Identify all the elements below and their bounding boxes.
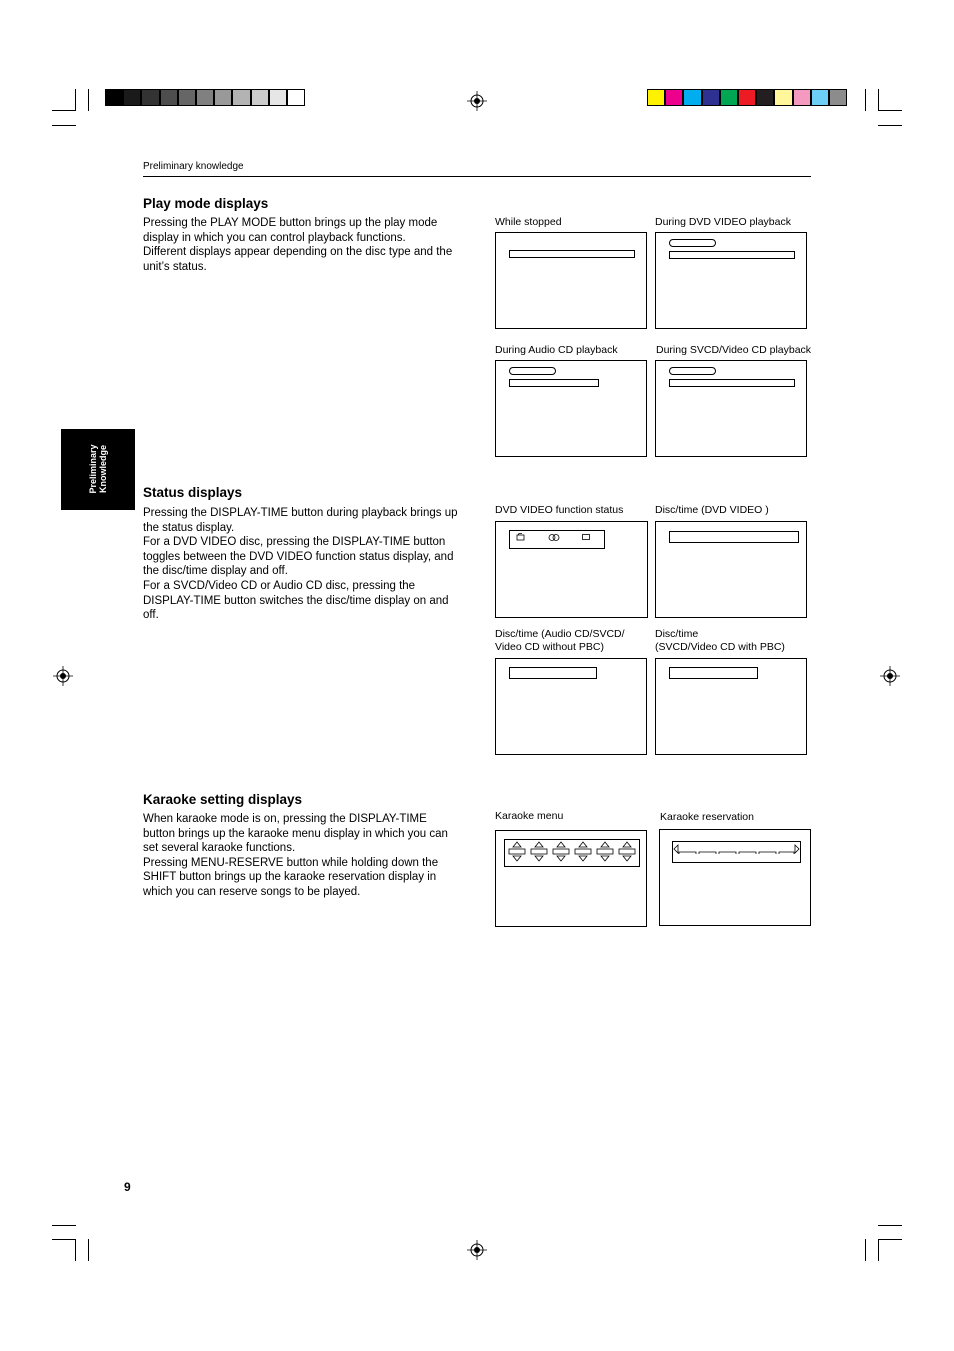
color-swatch [774, 89, 792, 106]
crop-mark [865, 1239, 866, 1261]
paragraph: For a SVCD/Video CD or Audio CD disc, pressing the DISPLAY-TIME button switches the disc/time display on and off. [143, 579, 449, 622]
screen-karaoke-reservation [659, 829, 811, 926]
karaoke-menu-bar [504, 839, 640, 867]
color-swatch [738, 89, 756, 106]
crop-mark [878, 125, 902, 126]
up-down-arrows-icon [597, 842, 613, 861]
color-swatch [702, 89, 720, 106]
status-body [143, 506, 461, 623]
color-swatch [829, 89, 847, 106]
screen-audio-cd-playback [495, 360, 647, 457]
caption-audio-cd-playback: During Audio CD playback [495, 344, 618, 356]
play-mode-body [143, 216, 461, 274]
display-tab [669, 239, 716, 247]
up-down-arrows-icon [619, 842, 635, 861]
screen-karaoke-menu [495, 830, 647, 927]
camera-angle-icon [516, 533, 526, 541]
crop-mark [878, 1239, 902, 1240]
color-swatch [811, 89, 829, 106]
registration-mark-icon [467, 91, 487, 111]
display-bar [669, 379, 795, 387]
section-heading-karaoke: Karaoke setting displays [143, 792, 303, 807]
up-down-arrows-icon [553, 842, 569, 861]
color-swatch [683, 89, 701, 106]
caption-while-stopped: While stopped [495, 216, 562, 228]
color-swatch [141, 89, 159, 106]
color-swatch [287, 89, 305, 106]
side-tab-line1: Preliminary [88, 444, 98, 494]
left-arrow-icon [674, 845, 678, 853]
crop-mark [52, 125, 76, 126]
caption-disc-time-pbc [655, 628, 785, 654]
display-bar [509, 250, 635, 258]
crop-mark [52, 1239, 76, 1240]
section-side-tab [61, 429, 135, 510]
color-swatch [251, 89, 269, 106]
page-number: 9 [124, 1180, 131, 1194]
paragraph: Pressing MENU-RESERVE button while holding down the SHIFT button brings up the karaoke reservation display in which you can reserve songs to be played. [143, 856, 439, 898]
screen-disc-time-dvd [655, 521, 807, 618]
crop-mark [878, 89, 879, 111]
right-arrow-icon [795, 845, 799, 853]
caption-line: Disc/time [655, 628, 699, 640]
caption-karaoke-menu: Karaoke menu [495, 810, 564, 822]
running-header: Preliminary knowledge [143, 161, 244, 172]
caption-karaoke-reservation: Karaoke reservation [660, 811, 754, 823]
paragraph: When karaoke mode is on, pressing the DISPLAY-TIME button brings up the karaoke menu display in which you can set several karaoke functions. [143, 813, 448, 855]
section-heading-play-mode: Play mode displays [143, 196, 269, 211]
screen-disc-time-audio [495, 658, 647, 755]
crop-mark [75, 89, 76, 111]
karaoke-controls [505, 840, 639, 866]
caption-line: Video CD without PBC) [495, 641, 604, 653]
caption-line: Disc/time (Audio CD/SVCD/ [495, 628, 625, 640]
crop-mark [865, 89, 866, 111]
color-swatch [647, 89, 665, 106]
registration-mark-icon [880, 666, 900, 686]
registration-mark-icon [467, 1240, 487, 1260]
color-swatch [160, 89, 178, 106]
display-bar [669, 251, 795, 259]
paragraph: Pressing the PLAY MODE button brings up the play mode display in which you can control playback functions. [143, 217, 438, 244]
up-down-arrows-icon [509, 842, 525, 861]
crop-mark [878, 110, 902, 111]
karaoke-body [143, 812, 461, 900]
caption-line: (SVCD/Video CD with PBC) [655, 641, 785, 653]
caption-svcd-playback: During SVCD/Video CD playback [656, 344, 812, 356]
color-swatch [178, 89, 196, 106]
section-heading-status: Status displays [143, 485, 243, 500]
screen-dvd-function-status [495, 521, 648, 618]
crop-mark [88, 89, 89, 111]
display-bar [669, 667, 758, 679]
color-swatch [793, 89, 811, 106]
display-bar [509, 379, 599, 387]
subtitle-icon [582, 534, 590, 541]
display-tab [669, 367, 716, 375]
crop-mark [878, 1225, 902, 1226]
function-status-bar [509, 530, 605, 549]
screen-disc-time-pbc [655, 658, 807, 755]
caption-dvd-video-playback: During DVD VIDEO playback [655, 216, 791, 228]
caption-disc-time-dvd: Disc/time (DVD VIDEO ) [655, 504, 769, 516]
paragraph: Pressing the DISPLAY-TIME button during playback brings up the status display. [143, 507, 458, 534]
crop-mark [878, 1239, 879, 1261]
header-rule [143, 176, 811, 177]
color-swatch [756, 89, 774, 106]
color-swatch [196, 89, 214, 106]
crop-mark [88, 1239, 89, 1261]
display-bar [669, 531, 799, 543]
crop-mark [75, 1239, 76, 1261]
caption-disc-time-audio [495, 628, 625, 654]
registration-mark-icon [53, 666, 73, 686]
color-swatch [269, 89, 287, 106]
up-down-arrows-icon [575, 842, 591, 861]
reservation-slots [673, 842, 800, 862]
up-down-arrows-icon [531, 842, 547, 861]
color-swatch [214, 89, 232, 106]
color-swatch [665, 89, 683, 106]
crop-mark [52, 1225, 76, 1226]
color-swatch [123, 89, 141, 106]
paragraph: For a DVD VIDEO disc, pressing the DISPLAY-TIME button toggles between the DVD VIDEO function status display, and the disc/time display and off. [143, 536, 454, 578]
color-swatch [720, 89, 738, 106]
side-tab-line2: Knowledge [98, 445, 108, 494]
display-bar [509, 667, 597, 679]
paragraph: Different displays appear depending on the disc type and the unit’s status. [143, 246, 453, 273]
crop-mark [52, 110, 76, 111]
caption-dvd-function-status: DVD VIDEO function status [495, 504, 624, 516]
reservation-bar [672, 841, 801, 863]
color-swatch [232, 89, 250, 106]
color-swatch [105, 89, 123, 106]
screen-while-stopped [495, 232, 647, 329]
audio-icon [548, 534, 560, 541]
screen-dvd-video-playback [655, 232, 807, 329]
screen-svcd-playback [655, 360, 807, 457]
display-tab [509, 367, 556, 375]
